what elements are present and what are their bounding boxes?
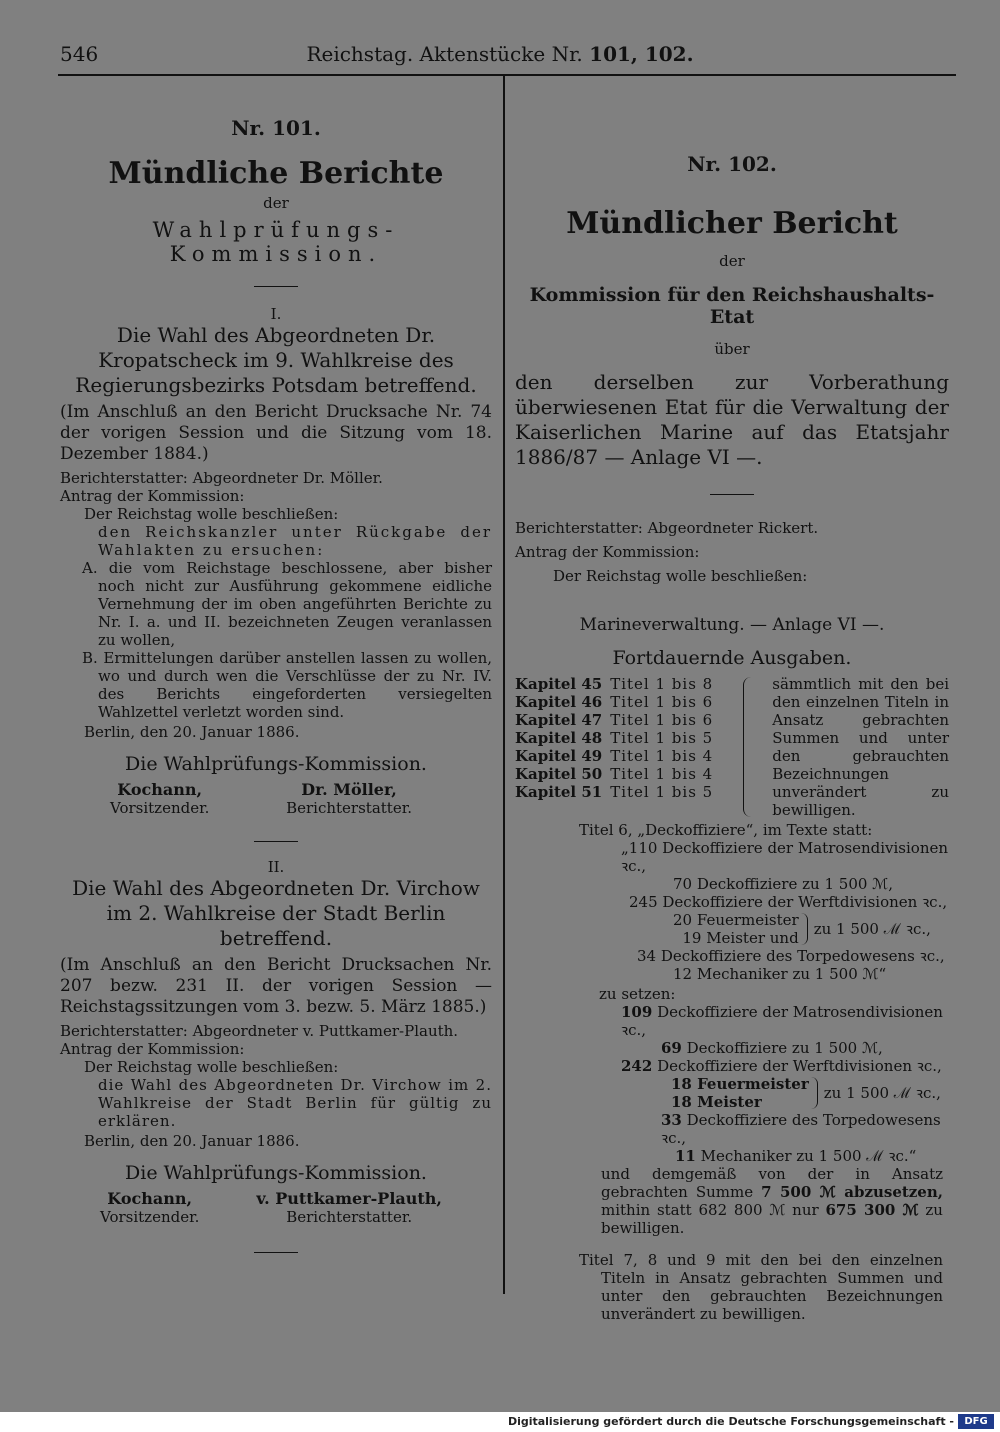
report-subject: den derselben zur Vorberathung überwiesenen Etat für die Verwaltung der Kaiserlichen Marine auf das Etatsjahr 1886/87 — Anlage VI —. xyxy=(515,370,949,469)
conclusion-a: und demgemäß von der in Ansatz gebrachten Summe xyxy=(601,1165,943,1201)
new-line-5 xyxy=(515,1111,949,1147)
date-1: Berlin, den 20. Januar 1886. xyxy=(84,723,300,741)
section-roman-1: I. xyxy=(270,305,282,323)
reporter-1: Berichterstatter: Abgeordneter Dr. Möller. xyxy=(60,469,383,487)
antrag-1: Antrag der Kommission: xyxy=(60,487,245,505)
reporter-2: Berichterstatter: Abgeordneter v. Puttkamer-Plauth. xyxy=(60,1022,459,1040)
signature-name: Kochann, xyxy=(117,780,203,799)
signature-name: Dr. Möller, xyxy=(301,780,397,799)
section-heading: Marineverwaltung. — Anlage VI —. xyxy=(579,615,885,635)
section-roman-2: II. xyxy=(267,858,285,876)
titel-7-8-9: Titel 7, 8 und 9 mit den bei den einzelnen Titeln in Ansatz gebrachten Summen und unter den gebrauchten Bezeichnungen unverändert zu bewilligen. xyxy=(579,1251,943,1323)
titel-range: Titel 1 bis 4 xyxy=(610,747,714,765)
signature-chair-1 xyxy=(110,781,209,817)
section-note-2: (Im Anschluß an den Bericht Drucksachen Nr. 207 bezw. 231 II. der vorigen Session — Reichstagssitzungen vom 3. bezw. 5. März 1885.) xyxy=(60,955,492,1017)
dfg-logo-icon: DFG xyxy=(958,1414,994,1429)
left-column xyxy=(60,80,492,1253)
der-label: der xyxy=(263,194,289,212)
section-heading-2: Die Wahl des Abgeordneten Dr. Virchow im 2. Wahlkreise der Stadt Berlin betreffend. xyxy=(72,876,480,950)
signature-role: Vorsitzender. xyxy=(100,1208,200,1226)
date-2: Berlin, den 20. Januar 1886. xyxy=(84,1132,300,1150)
old-line-5: 34 Deckoffiziere des Torpedowesens ꝛc., xyxy=(637,947,945,965)
kapitel-row xyxy=(515,747,735,765)
running-title xyxy=(60,42,940,66)
conclusion-d: 675 300 ℳ xyxy=(825,1201,919,1219)
kapitel-row xyxy=(515,765,735,783)
section-rule xyxy=(254,286,298,287)
reporter: Berichterstatter: Abgeordneter Rickert. xyxy=(515,519,819,537)
section-rule xyxy=(254,841,298,842)
new-text-3: Deckoffiziere der Werftdivisionen ꝛc., xyxy=(657,1057,942,1075)
signatures-2 xyxy=(100,1190,442,1226)
new-number-5: 33 xyxy=(661,1111,682,1129)
resolve-1: Der Reichstag wolle beschließen: xyxy=(84,505,339,523)
new-line-1 xyxy=(515,1003,949,1039)
old-line-4b: 19 Meister und xyxy=(682,929,799,947)
new-number-2: 69 xyxy=(661,1039,682,1057)
titel-range: Titel 1 bis 5 xyxy=(610,729,714,747)
brace xyxy=(743,677,766,817)
new-text-5: Deckoffiziere des Torpedowesens ꝛc., xyxy=(661,1111,941,1147)
item-a: A. die vom Reichstage beschlossene, aber bisher noch nicht zur Ausführung gekommene eidliche Vernehmung der im oben angeführten Berichte zu Nr. I. a. und II. bezeichneten Zeugen veranlassen zu wollen, xyxy=(82,559,492,649)
titel-range: Titel 1 bis 6 xyxy=(610,711,714,729)
kapitel-label: Kapitel 50 xyxy=(515,765,603,783)
item-b: B. Ermittelungen darüber anstellen lassen zu wollen, wo und durch wen die Verschlüsse der zu Nr. IV. des Berichts eingeforderten versiegelten Wahlzettel verletzt worden sind. xyxy=(82,649,492,721)
zu-setzen: zu setzen: xyxy=(599,985,676,1003)
new-number-6: 11 xyxy=(675,1147,696,1165)
kapitel-list xyxy=(515,675,735,819)
new-number-1: 109 xyxy=(621,1003,653,1021)
titel-6-block xyxy=(515,821,949,1237)
conclusion-b: 7 500 ℳ abzusetzen, xyxy=(761,1183,943,1201)
brace xyxy=(811,1077,818,1109)
new-line-3 xyxy=(515,1057,949,1075)
kapitel-note: sämmtlich mit den bei den einzelnen Titeln in Ansatz gebrachten Summen und unter den gebrauchten Bezeichnungen unverändert zu bewilligen. xyxy=(772,675,949,819)
document-number: Nr. 101. xyxy=(231,116,321,140)
old-line-1: „110 Deckoffiziere der Matrosendivisionen ꝛc., xyxy=(621,839,949,875)
committee-1: Die Wahlprüfungs-Kommission. xyxy=(125,753,427,775)
signature-role: Vorsitzender. xyxy=(110,799,210,817)
footer xyxy=(0,1412,1000,1432)
section-heading-1: Die Wahl des Abgeordneten Dr. Kropatscheck im 9. Wahlkreise des Regierungsbezirks Potsdam betreffend. xyxy=(75,323,477,397)
section-note-1: (Im Anschluß an den Bericht Drucksache Nr. 74 der vorigen Session und die Sitzung vom 18. Dezember 1884.) xyxy=(60,402,492,464)
signature-reporter-2 xyxy=(256,1190,442,1226)
signature-role: Berichterstatter. xyxy=(286,799,412,817)
kapitel-label: Kapitel 47 xyxy=(515,711,603,729)
kapitel-label: Kapitel 46 xyxy=(515,693,603,711)
signature-name: v. Puttkamer-Plauth, xyxy=(256,1189,442,1208)
kapitel-row xyxy=(515,711,735,729)
new-number-3: 242 xyxy=(621,1057,653,1075)
kapitel-label: Kapitel 48 xyxy=(515,729,603,747)
old-line-6: 12 Mechaniker zu 1 500 ℳ“ xyxy=(673,965,887,983)
signature-chair-2 xyxy=(100,1190,199,1226)
new-line-4c: zu 1 500 ℳ ꝛc., xyxy=(823,1084,941,1102)
subsection-heading: Fortdauernde Ausgaben. xyxy=(612,647,852,669)
titel-range: Titel 1 bis 5 xyxy=(610,783,714,801)
kapitel-label: Kapitel 51 xyxy=(515,783,603,801)
old-line-2: 70 Deckoffiziere zu 1 500 ℳ, xyxy=(673,875,893,893)
kapitel-row xyxy=(515,729,735,747)
new-brace-group xyxy=(515,1075,949,1111)
ueber-label: über xyxy=(714,340,750,358)
new-text-6: Mechaniker zu 1 500 ℳ ꝛc.“ xyxy=(700,1147,917,1165)
new-line-4b: 18 Meister xyxy=(671,1093,762,1111)
new-text-1: Deckoffiziere der Matrosendivisionen ꝛc., xyxy=(621,1003,943,1039)
section-rule xyxy=(710,494,754,495)
old-brace-group xyxy=(515,911,949,947)
request-1: den Reichskanzler unter Rückgabe der Wahlakten zu ersuchen: xyxy=(98,523,492,559)
kapitel-label: Kapitel 49 xyxy=(515,747,603,765)
document-title: Mündlicher Bericht xyxy=(566,206,898,241)
titel-range: Titel 1 bis 8 xyxy=(610,675,714,693)
antrag-2: Antrag der Kommission: xyxy=(60,1040,245,1058)
signature-role: Berichterstatter. xyxy=(286,1208,413,1226)
document-title: Mündliche Berichte xyxy=(108,156,444,191)
kapitel-row xyxy=(515,675,735,693)
antrag: Antrag der Kommission: xyxy=(515,543,700,561)
titel-range: Titel 1 bis 4 xyxy=(610,765,714,783)
signature-name: Kochann, xyxy=(107,1189,193,1208)
signature-reporter-1 xyxy=(286,781,412,817)
kapitel-row xyxy=(515,693,735,711)
commission-name: Wahlprüfungs-Kommission. xyxy=(152,218,400,266)
running-title-numbers: 101, 102. xyxy=(589,42,694,66)
new-line-2 xyxy=(515,1039,949,1057)
decision-2: die Wahl des Abgeordneten Dr. Virchow im 2. Wahlkreise der Stadt Berlin für gültig zu erklären. xyxy=(98,1076,492,1130)
new-line-4a: 18 Feuermeister xyxy=(671,1075,809,1093)
signatures-1 xyxy=(110,781,412,817)
right-column xyxy=(515,80,949,1323)
header-rule xyxy=(58,74,956,76)
conclusion xyxy=(515,1165,949,1237)
old-line-3: 245 Deckoffiziere der Werftdivisionen ꝛc., xyxy=(629,893,948,911)
old-brace-lines xyxy=(673,911,799,947)
page-number: 546 xyxy=(60,42,99,66)
resolve-2: Der Reichstag wolle beschließen: xyxy=(84,1058,339,1076)
conclusion-e: zu bewilligen. xyxy=(601,1201,943,1237)
running-title-prefix: Reichstag. Aktenstücke Nr. xyxy=(306,42,583,66)
new-text-2: Deckoffiziere zu 1 500 ℳ, xyxy=(686,1039,883,1057)
conclusion-c: mithin statt 682 800 ℳ nur xyxy=(601,1201,819,1219)
column-divider xyxy=(503,76,505,1294)
running-header xyxy=(60,42,940,72)
end-rule xyxy=(254,1252,298,1253)
old-line-4a: 20 Feuermeister xyxy=(673,911,799,929)
new-brace-lines xyxy=(671,1075,809,1111)
resolve: Der Reichstag wolle beschließen: xyxy=(553,567,808,585)
titel-6-intro: Titel 6, „Deckoffiziere“, im Texte statt: xyxy=(579,821,873,839)
commission-name: Kommission für den Reichshaushalts-Etat xyxy=(529,284,935,328)
old-line-4c: zu 1 500 ℳ ꝛc., xyxy=(813,920,931,938)
brace xyxy=(801,913,808,945)
kapitel-label: Kapitel 45 xyxy=(515,675,603,693)
der-label: der xyxy=(719,252,745,270)
kapitel-row xyxy=(515,783,735,801)
committee-2: Die Wahlprüfungs-Kommission. xyxy=(125,1162,427,1184)
new-line-6 xyxy=(515,1147,949,1165)
document-number: Nr. 102. xyxy=(687,152,777,176)
titel-range: Titel 1 bis 6 xyxy=(610,693,714,711)
kapitel-table xyxy=(515,675,949,819)
footer-text: Digitalisierung gefördert durch die Deutsche Forschungsgemeinschaft - xyxy=(507,1415,954,1428)
